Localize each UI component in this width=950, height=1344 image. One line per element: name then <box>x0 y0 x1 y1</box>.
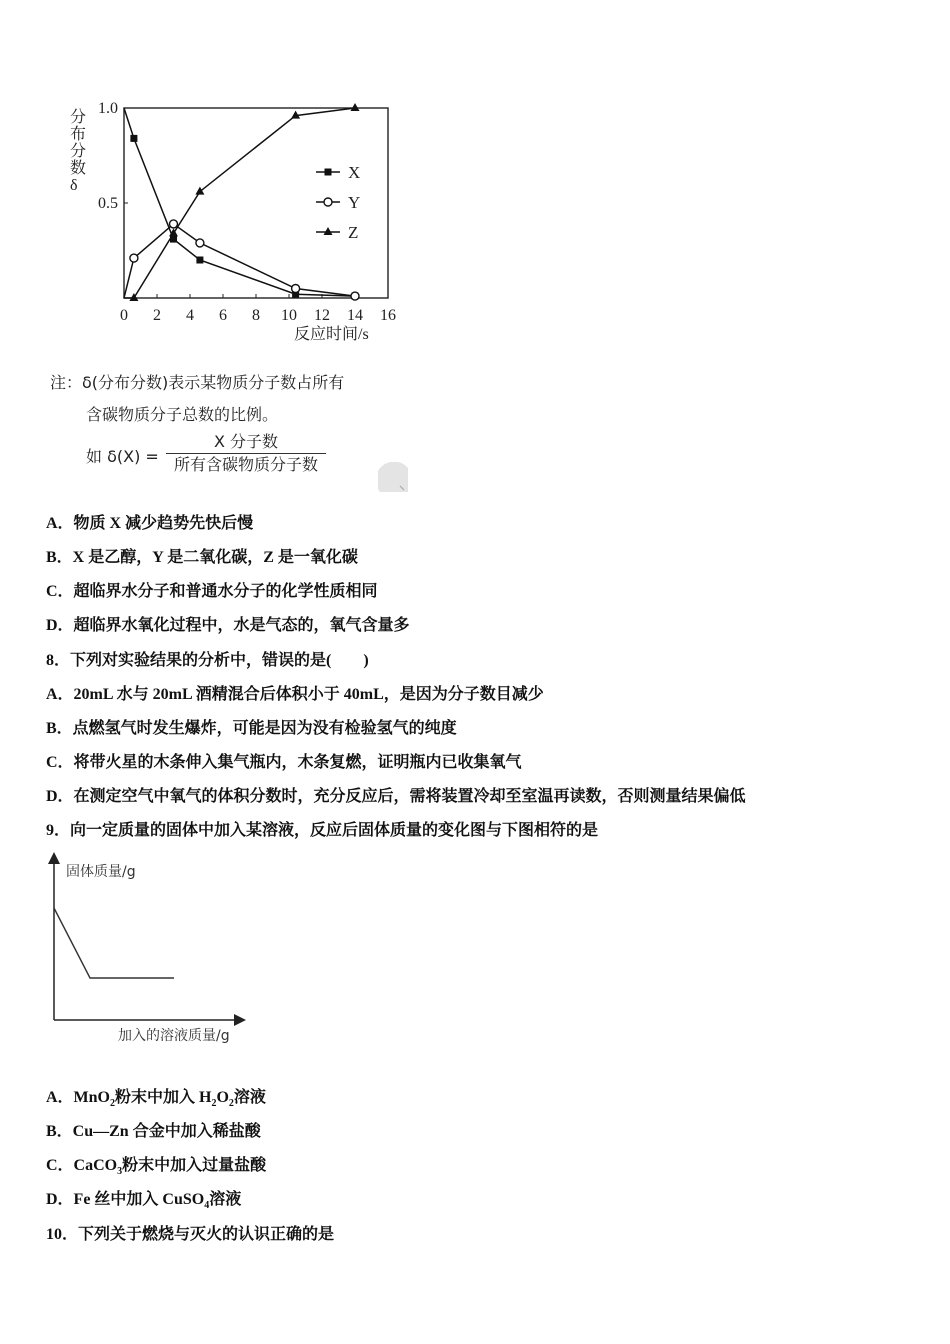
q8-option-a: A．20mL 水与 20mL 酒精混合后体积小于 40mL，是因为分子数目减少 <box>46 686 544 703</box>
distribution-fraction-chart <box>58 96 418 346</box>
chart1-labels <box>70 100 396 343</box>
data-point-z <box>351 103 360 111</box>
q7-option-b: B．X 是乙醇，Y 是二氧化碳，Z 是一氧化碳 <box>46 549 358 566</box>
data-point-y <box>351 292 359 300</box>
data-point-y <box>170 220 178 228</box>
x-tick-label: 12 <box>314 307 330 324</box>
legend-label-z: Z <box>348 223 359 242</box>
data-point-x <box>130 135 137 142</box>
note-line-2: 含碳物质分子总数的比例。 <box>86 405 279 424</box>
x-tick-label: 16 <box>380 307 396 324</box>
q9-option-b: B．Cu—Zn 合金中加入稀盐酸 <box>46 1123 261 1140</box>
x-tick-label: 8 <box>252 307 260 324</box>
solid-mass-chart <box>40 852 260 1052</box>
data-point-x <box>196 257 203 264</box>
x-tick-label: 10 <box>281 307 297 324</box>
x-axis-label: 反应时间/s <box>294 326 369 343</box>
x-tick-label: 0 <box>120 307 128 324</box>
chart2-series-line <box>54 908 174 978</box>
formula-fraction <box>166 432 326 475</box>
q8-stem: 8．下列对实验结果的分析中，错误的是( ) <box>46 652 369 669</box>
fraction-bar <box>166 453 326 454</box>
legend-marker-z <box>324 227 333 235</box>
x-tick-label: 2 <box>153 307 161 324</box>
x-tick-label: 4 <box>186 307 194 324</box>
q8-option-b: B．点燃氢气时发生爆炸，可能是因为没有检验氢气的纯度 <box>46 720 457 737</box>
chart2-x-label: 加入的溶液质量/g <box>118 1028 230 1044</box>
data-point-z <box>195 187 204 195</box>
q9-option-c: C．CaCO$_3$粉末中加入过量盐酸 <box>46 1157 267 1178</box>
q9-option-a: A．MnO$_2$粉末中加入 $H_2O_2$溶液 <box>46 1089 266 1110</box>
q9-option-d: D．Fe 丝中加入 CuSO$_4$溶液 <box>46 1191 242 1212</box>
legend-marker-x <box>325 169 332 176</box>
data-point-y <box>130 254 138 262</box>
chart2-y-label: 固体质量/g <box>66 864 136 880</box>
data-point-y <box>196 239 204 247</box>
q7-option-c: C．超临界水分子和普通水分子的化学性质相同 <box>46 583 378 600</box>
legend-label-y: Y <box>348 193 361 212</box>
data-point-y <box>292 285 300 293</box>
q9-stem: 9．向一定质量的固体中加入某溶液，反应后固体质量的变化图与下图相符的是 <box>46 822 599 839</box>
x-tick-label: 14 <box>347 307 363 324</box>
q7-option-a: A．物质 X 减少趋势先快后慢 <box>46 515 254 532</box>
series-line-y <box>124 224 355 298</box>
scroll-indicator-icon <box>378 462 410 494</box>
q7-option-d: D．超临界水氧化过程中，水是气态的，氧气含量多 <box>46 617 410 634</box>
x-tick-label: 6 <box>219 307 227 324</box>
formula-denominator: 所有含碳物质分子数 <box>173 455 318 474</box>
y-tick-label: 1.0 <box>98 100 118 117</box>
legend-label-x: X <box>348 163 361 182</box>
legend-marker-y <box>324 198 332 206</box>
y-tick-label: 0.5 <box>98 195 118 212</box>
q10-stem: 10．下列关于燃烧与灭火的认识正确的是 <box>46 1226 335 1243</box>
y-axis-label: 分布分数 δ <box>70 109 87 194</box>
formula-numerator: X 分子数 <box>213 432 279 451</box>
q8-option-c: C．将带火星的木条伸入集气瓶内，木条复燃，证明瓶内已收集氧气 <box>46 754 522 771</box>
q8-option-d: D．在测定空气中氧气的体积分数时，充分反应后，需将装置冷却至室温再读数，否则测量结果偏低 <box>46 788 746 805</box>
note-line-1: 注：δ(分布分数)表示某物质分子数占所有 <box>50 373 345 392</box>
formula-prefix: 如 δ(X) = <box>86 447 159 466</box>
